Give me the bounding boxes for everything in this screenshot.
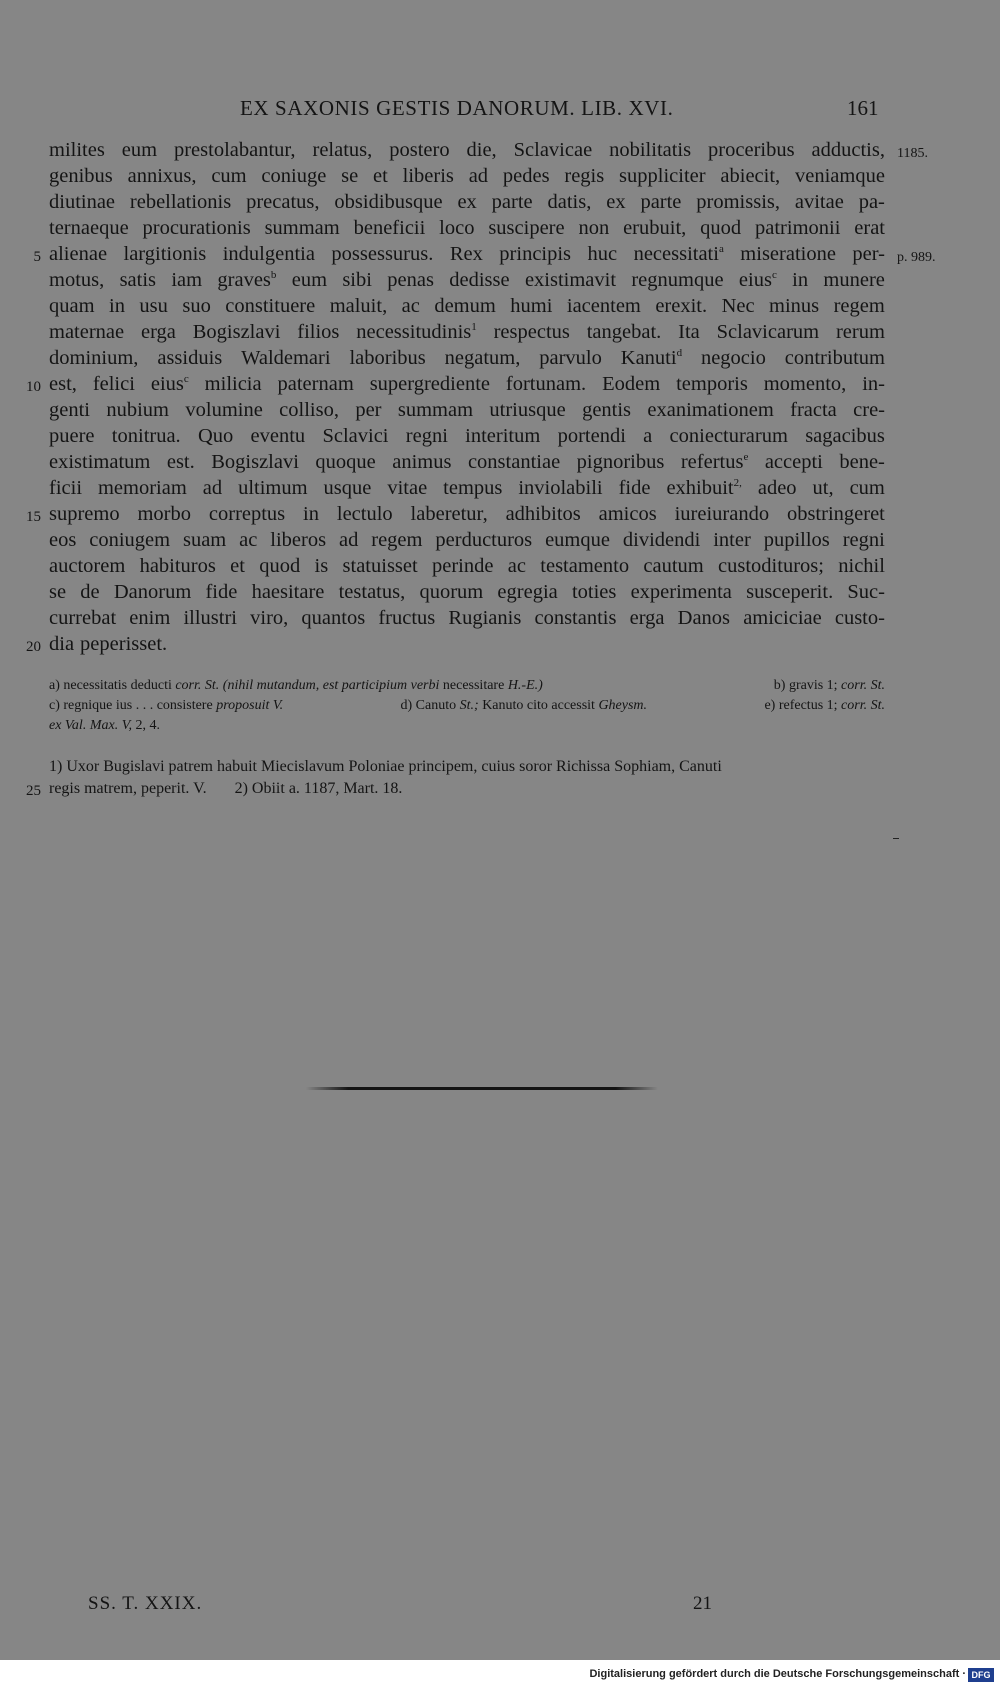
sheet-number: 21: [693, 1593, 712, 1614]
word: paternam: [277, 373, 354, 395]
word: egregia: [497, 581, 558, 603]
word: ad: [468, 165, 489, 187]
word: dia: [49, 633, 75, 655]
word: experimenta: [630, 581, 732, 603]
footer-bar: [0, 1666, 1000, 1686]
word: susceperit.: [746, 581, 834, 603]
word: iureiurando: [674, 503, 770, 525]
word: minus: [769, 295, 820, 317]
word: patrimonii: [755, 217, 841, 239]
word: exhibuit$^{2,}$: [666, 477, 742, 499]
line-number: 25: [26, 783, 41, 799]
word: genti: [49, 399, 90, 421]
word: erga: [629, 607, 665, 629]
text-line: [49, 189, 885, 215]
text-line: [49, 449, 885, 475]
word: eos: [49, 529, 77, 551]
word: tempus: [443, 477, 503, 499]
word: fide: [618, 477, 651, 499]
word: fracta: [790, 399, 837, 421]
word: nubium: [106, 399, 170, 421]
word: accepti: [764, 451, 823, 473]
word: in: [792, 269, 809, 291]
word: interitum: [465, 425, 541, 447]
word: eum: [291, 269, 328, 291]
word: Ita: [678, 321, 700, 343]
word: precatus,: [246, 191, 320, 213]
word: ac: [239, 529, 258, 551]
word: fructus: [378, 607, 436, 629]
crit-note-d: d) Canuto St.; Kanuto cito accessit Gheysm.: [400, 698, 648, 713]
word: in: [303, 503, 319, 525]
text-line: [49, 319, 885, 345]
word: cum: [211, 165, 247, 187]
word: negatum,: [444, 347, 521, 369]
word: est,: [49, 373, 77, 395]
word: adductis,: [811, 139, 885, 161]
word: parte: [640, 191, 682, 213]
text-line: [49, 215, 885, 241]
word: erat: [854, 217, 885, 239]
margin-year: 1185.: [897, 146, 928, 161]
word: pedes: [502, 165, 550, 187]
note-marker: b: [270, 269, 277, 281]
word: amicos: [598, 503, 657, 525]
word: supergrediente: [369, 373, 490, 395]
word: summam: [264, 217, 340, 239]
word: quorum: [419, 581, 484, 603]
word: indulgentia: [222, 243, 315, 265]
word: felici: [92, 373, 135, 395]
word: eum: [121, 139, 158, 161]
text-line: [49, 397, 885, 423]
word: procurationis: [142, 217, 251, 239]
word: regem: [371, 529, 423, 551]
margin-page-ref: p. 989.: [897, 250, 936, 265]
word: Danos: [677, 607, 731, 629]
text-line: [49, 579, 885, 605]
line-number: 15: [26, 509, 41, 525]
word: constantis: [534, 607, 617, 629]
word: regni: [842, 529, 885, 551]
word: in-: [862, 373, 885, 395]
dfg-logo-icon: DFG: [968, 1668, 994, 1682]
word: usu: [139, 295, 168, 317]
page-number: 161: [847, 96, 879, 120]
word: et: [373, 165, 388, 187]
word: laberetur,: [410, 503, 488, 525]
word: habituros: [139, 555, 216, 577]
crit-note-line: [49, 676, 885, 696]
word: die,: [466, 139, 497, 161]
word: cre-: [853, 399, 885, 421]
end-rule: [306, 1087, 658, 1090]
line-number: 20: [26, 639, 41, 655]
word: annixus,: [127, 165, 197, 187]
word: currebat: [49, 607, 117, 629]
word: eventu: [250, 425, 306, 447]
word: postero: [389, 139, 450, 161]
word: quod: [259, 555, 301, 577]
word: fortunam.: [505, 373, 587, 395]
word: Sclavici: [322, 425, 389, 447]
word: necessitudinis$^1$: [356, 321, 477, 343]
word: volumine: [185, 399, 263, 421]
word: laboribus: [349, 347, 426, 369]
note-marker: d: [676, 347, 683, 359]
word: coniecturarum: [669, 425, 788, 447]
word: contributum: [784, 347, 885, 369]
crit-note-b: b) gravis 1; corr. St.: [773, 678, 885, 693]
footnotes: [26, 756, 885, 800]
word: correptus: [208, 503, 286, 525]
word: regni: [405, 425, 448, 447]
crit-note-c: c) regnique ius . . . consistere proposuit V.: [49, 698, 284, 713]
word: regis: [564, 165, 605, 187]
word: Quo: [197, 425, 234, 447]
word: maluit,: [329, 295, 388, 317]
word: perinde: [432, 555, 494, 577]
footnote-1: 1) Uxor Bugislavi patrem habuit Miecislavum Poloniae principem, cuius soror Richissa Sophiam, Canuti: [49, 758, 722, 775]
word: motus,: [49, 269, 105, 291]
word: suppliciter: [619, 165, 706, 187]
word: demum: [434, 295, 496, 317]
word: quoque: [315, 451, 376, 473]
word: custodituros;: [718, 555, 824, 577]
word: rerum: [835, 321, 885, 343]
running-title: EX SAXONIS GESTIS DANORUM. LIB. XVI.: [240, 96, 674, 120]
word: erubuit,: [623, 217, 687, 239]
text-line: [49, 605, 885, 631]
word: toties: [571, 581, 617, 603]
note-marker: a: [718, 243, 724, 255]
word: Suc-: [847, 581, 885, 603]
crit-note-line: [49, 696, 885, 716]
word: ad: [338, 529, 359, 551]
crit-note-a: a) necessitatis deducti corr. St. (nihil mutandum, est participium verbi necessitare H.-E.): [49, 678, 543, 693]
word: iam: [171, 269, 203, 291]
volume-signature: SS. T. XXIX.: [88, 1593, 203, 1614]
word: liberos: [270, 529, 327, 551]
word: in: [109, 295, 125, 317]
crit-note-e: e) refectus 1; corr. St.: [764, 698, 885, 713]
word: milicia: [204, 373, 262, 395]
word: largitionis: [123, 243, 207, 265]
word: eius$^c$: [150, 373, 189, 395]
note-marker: 2,: [733, 477, 742, 489]
line-number: 5: [33, 249, 41, 265]
word: Kanuti$^d$: [620, 347, 683, 369]
word: non: [578, 217, 610, 239]
word: nobilitatis: [609, 139, 692, 161]
word: eumque: [545, 529, 610, 551]
word: prestolabantur,: [173, 139, 296, 161]
text-line: [49, 293, 885, 319]
word: maternae: [49, 321, 125, 343]
word: dedisse: [449, 269, 510, 291]
word: regem: [833, 295, 885, 317]
word: per: [355, 399, 382, 421]
word: ex: [606, 191, 626, 213]
word: filios: [297, 321, 340, 343]
word: negocio: [700, 347, 766, 369]
word: dividendi: [622, 529, 701, 551]
text-line: [49, 137, 928, 163]
word: loco: [439, 217, 475, 239]
word: colliso,: [279, 399, 339, 421]
word: respectus: [493, 321, 570, 343]
word: beneficii: [353, 217, 426, 239]
word: Bogiszlavi: [192, 321, 281, 343]
word: assiduis: [157, 347, 223, 369]
word: testatus,: [338, 581, 406, 603]
word: parvulo: [539, 347, 602, 369]
word: ternaeque: [49, 217, 129, 239]
text-line: [49, 267, 885, 293]
word: suo: [182, 295, 211, 317]
word: Bogiszlavi: [211, 451, 299, 473]
word: lectulo: [336, 503, 393, 525]
word: datis,: [547, 191, 592, 213]
word: a: [643, 425, 653, 447]
word: pupillos: [763, 529, 830, 551]
word: momento,: [763, 373, 847, 395]
word: vitae: [387, 477, 428, 499]
word: peperisset.: [80, 633, 168, 655]
word: temporis: [676, 373, 748, 395]
text-line: [49, 423, 885, 449]
word: Danorum: [113, 581, 192, 603]
word: ficii: [49, 477, 83, 499]
word: promissis,: [696, 191, 781, 213]
word: alienae: [49, 243, 108, 265]
word: parte: [491, 191, 533, 213]
note-marker: e: [743, 451, 749, 463]
crit-note-e-continued: ex Val. Max. V, 2, 4.: [49, 718, 160, 733]
main-text: [26, 137, 936, 657]
word: diutinae: [49, 191, 116, 213]
note-marker: c: [183, 373, 189, 385]
footnote-line: [49, 756, 885, 778]
word: regnumque: [631, 269, 724, 291]
word: morbo: [137, 503, 192, 525]
word: Rugianis: [448, 607, 522, 629]
text-line: [49, 527, 885, 553]
note-marker: c: [771, 269, 777, 281]
word: enim: [129, 607, 171, 629]
word: principis: [499, 243, 572, 265]
text-line: [49, 163, 885, 189]
word: erexit.: [655, 295, 708, 317]
word: rebellationis: [129, 191, 232, 213]
word: quod: [700, 217, 742, 239]
word: proceribus: [708, 139, 795, 161]
word: erga: [140, 321, 176, 343]
word: coniuge: [261, 165, 327, 187]
word: Waldemari: [241, 347, 331, 369]
word: possessurus.: [331, 243, 434, 265]
word: sagacibus: [805, 425, 885, 447]
word: summam: [397, 399, 474, 421]
word: constituere: [225, 295, 316, 317]
word: exanimationem: [647, 399, 774, 421]
footnote-line: [26, 778, 885, 800]
word: Nec: [721, 295, 755, 317]
crit-note-line: [49, 716, 885, 736]
word: munere: [823, 269, 885, 291]
text-line: [26, 371, 885, 397]
word: satis: [119, 269, 157, 291]
word: existimatum: [49, 451, 151, 473]
word: Sclavicae: [513, 139, 593, 161]
word: obsidibusque: [334, 191, 443, 213]
word: auctorem: [49, 555, 126, 577]
word: quam: [49, 295, 95, 317]
word: nichil: [838, 555, 885, 577]
word: et: [230, 555, 245, 577]
word: Sclavicarum: [716, 321, 820, 343]
text-line: [26, 631, 885, 657]
word: est.: [166, 451, 195, 473]
word: relatus,: [312, 139, 373, 161]
word: per-: [852, 243, 885, 265]
word: penas: [387, 269, 434, 291]
word: abiecit,: [720, 165, 781, 187]
word: is: [314, 555, 329, 577]
word: dominium,: [49, 347, 139, 369]
word: quantos: [301, 607, 366, 629]
word: ac: [401, 295, 420, 317]
word: pignoribus: [576, 451, 665, 473]
word: suscipere: [488, 217, 565, 239]
word: iacentem: [566, 295, 641, 317]
word: graves$^b$: [217, 269, 277, 291]
word: cum: [849, 477, 885, 499]
word: supremo: [49, 503, 120, 525]
word: miseratione: [740, 243, 836, 265]
word: testamento: [540, 555, 630, 577]
word: usque: [323, 477, 372, 499]
word: gentis: [582, 399, 632, 421]
word: humi: [510, 295, 553, 317]
word: ad: [202, 477, 223, 499]
word: haesitare: [251, 581, 325, 603]
word: inviolabili: [518, 477, 603, 499]
word: eius$^c$: [738, 269, 777, 291]
word: cautum: [643, 555, 704, 577]
text-line: [49, 475, 885, 501]
word: bene-: [839, 451, 885, 473]
word: suam: [182, 529, 227, 551]
word: memoriam: [97, 477, 187, 499]
word: custo-: [834, 607, 885, 629]
word: statuisset: [342, 555, 418, 577]
word: sibi: [342, 269, 372, 291]
text-line: [49, 553, 885, 579]
word: inter: [713, 529, 751, 551]
word: adhibitos: [505, 503, 581, 525]
word: puere: [49, 425, 95, 447]
word: existimavit: [524, 269, 617, 291]
word: veniamque: [794, 165, 885, 187]
word: constantiae: [467, 451, 561, 473]
word: huc: [587, 243, 618, 265]
text-line: [26, 501, 885, 527]
word: illustri: [183, 607, 237, 629]
word: ac: [507, 555, 526, 577]
word: refertus$^e$: [680, 451, 749, 473]
text-line: [33, 241, 936, 267]
word: de: [80, 581, 100, 603]
word: fide: [205, 581, 238, 603]
word: coniugem: [89, 529, 171, 551]
word: adeo: [757, 477, 797, 499]
word: viro,: [250, 607, 289, 629]
funding-credit: Digitalisierung gefördert durch die Deutsche Forschungsgemeinschaft ·: [589, 1668, 966, 1680]
word: se: [49, 581, 67, 603]
word: genibus: [49, 165, 113, 187]
footnote-2: 2) Obiit a. 1187, Mart. 18.: [234, 780, 403, 797]
text-line: [49, 345, 885, 371]
word: pa-: [858, 191, 885, 213]
scan-mark: [893, 838, 899, 839]
word: tonitrua.: [111, 425, 181, 447]
word: Rex: [449, 243, 483, 265]
note-marker: 1: [471, 321, 477, 333]
word: utriusque: [489, 399, 566, 421]
word: Eodem: [602, 373, 661, 395]
line-number: 10: [26, 379, 41, 395]
word: amiciciae: [743, 607, 822, 629]
word: ex: [457, 191, 477, 213]
word: tangebat.: [586, 321, 662, 343]
word: obstringeret: [786, 503, 885, 525]
word: milites: [49, 139, 105, 161]
word: avitae: [794, 191, 844, 213]
word: ultimum: [238, 477, 308, 499]
word: perducturos: [435, 529, 533, 551]
word: necessitati$^a$: [633, 243, 724, 265]
word: animus: [392, 451, 452, 473]
word: portendi: [557, 425, 626, 447]
word: se: [341, 165, 359, 187]
footnote-1-continued: regis matrem, peperit. V.: [49, 780, 207, 797]
word: liberis: [402, 165, 454, 187]
word: ut,: [812, 477, 834, 499]
critical-apparatus: [49, 676, 885, 736]
